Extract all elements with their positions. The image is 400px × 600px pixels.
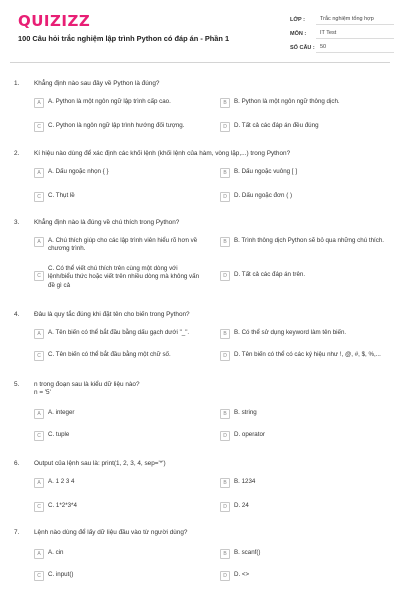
option-text: B. scanf() xyxy=(234,549,261,556)
option-letter: B xyxy=(220,478,230,488)
question-1 xyxy=(10,80,390,130)
meta-block xyxy=(290,13,394,55)
option-letter: D xyxy=(220,431,230,441)
option-letter: A xyxy=(34,549,44,559)
option-letter: D xyxy=(220,192,230,202)
option-letter: B xyxy=(220,549,230,559)
option-text: D. 24 xyxy=(234,502,249,509)
option-text: D. operator xyxy=(234,431,265,438)
option-c[interactable] xyxy=(34,265,204,290)
question-text: Khẳng định nào là đúng về chú thích trong Python? xyxy=(34,219,180,226)
option-c[interactable] xyxy=(34,502,204,512)
option-letter: D xyxy=(220,502,230,512)
question-4 xyxy=(10,311,390,359)
question-number: 5. xyxy=(14,381,20,388)
option-letter: B xyxy=(220,409,230,419)
option-letter: C xyxy=(34,431,44,441)
option-text: A. Tên biến có thể bắt đầu bằng dấu gạch dưới "_". xyxy=(48,329,190,336)
option-text: B. 1234 xyxy=(234,478,256,485)
header-divider xyxy=(10,62,390,63)
option-a[interactable] xyxy=(34,329,204,339)
option-letter: D xyxy=(220,571,230,581)
question-text: Output của lệnh sau là: print(1, 2, 3, 4, sep='*') xyxy=(34,460,166,467)
option-letter: A xyxy=(34,168,44,178)
option-text: B. Dấu ngoặc vuông [ ] xyxy=(234,168,297,175)
meta-key: LỚP : xyxy=(290,17,305,23)
option-b[interactable] xyxy=(220,98,390,108)
question-number: 4. xyxy=(14,311,20,318)
option-letter: A xyxy=(34,409,44,419)
option-letter: B xyxy=(220,329,230,339)
question-2 xyxy=(10,150,390,200)
option-letter: C xyxy=(34,122,44,132)
option-text: A. integer xyxy=(48,409,75,416)
question-7 xyxy=(10,529,390,579)
option-d[interactable] xyxy=(220,502,390,512)
option-b[interactable] xyxy=(220,168,390,178)
option-letter: B xyxy=(220,168,230,178)
question-number: 7. xyxy=(14,529,20,536)
question-number: 1. xyxy=(14,80,20,87)
option-letter: C xyxy=(34,571,44,581)
question-text: Đâu là quy tắc đúng khi đặt tên cho biến trong Python? xyxy=(34,311,190,318)
option-d[interactable] xyxy=(220,571,390,581)
option-b[interactable] xyxy=(220,409,390,419)
option-letter: A xyxy=(34,478,44,488)
option-letter: B xyxy=(220,98,230,108)
option-text: C. tuple xyxy=(48,431,70,438)
meta-value: IT Test xyxy=(316,30,394,39)
option-d[interactable] xyxy=(220,122,390,132)
option-d[interactable] xyxy=(220,192,390,202)
option-c[interactable] xyxy=(34,192,204,202)
option-letter: D xyxy=(220,271,230,281)
option-letter: A xyxy=(34,98,44,108)
option-b[interactable] xyxy=(220,478,390,488)
option-text: C. 1*2*3*4 xyxy=(48,502,77,509)
option-d[interactable] xyxy=(220,271,390,281)
option-d[interactable] xyxy=(220,431,390,441)
option-text: D. Dấu ngoặc đơn ( ) xyxy=(234,192,293,199)
worksheet-header xyxy=(10,10,390,60)
option-letter: A xyxy=(34,237,44,247)
option-text: D. Tất cả các đáp án đều đúng xyxy=(234,122,319,129)
option-letter: C xyxy=(34,271,44,281)
option-letter: C xyxy=(34,502,44,512)
option-c[interactable] xyxy=(34,122,204,132)
meta-key: SỐ CÂU : xyxy=(290,45,315,51)
option-c[interactable] xyxy=(34,351,204,361)
meta-value: 50 xyxy=(316,44,394,53)
option-text: C. Python là ngôn ngữ lập trình hướng đối tượng. xyxy=(48,122,185,129)
worksheet-title: 100 Câu hỏi trắc nghiệm lập trình Python có đáp án - Phần 1 xyxy=(18,34,230,43)
option-letter: D xyxy=(220,122,230,132)
option-text: C. Có thể viết chú thích trên cùng một dòng với lệnh/biểu thức hoặc viết trên nhiều dòng mà không vấn đề gì cả xyxy=(48,265,200,289)
option-text: D. Tên biến có thể có các ký hiệu như !, @, #, $, %,... xyxy=(234,351,381,358)
option-text: A. Python là một ngôn ngữ lập trình cấp cao. xyxy=(48,98,171,105)
meta-row-subject xyxy=(290,27,394,41)
question-text: n trong đoạn sau là kiểu dữ liệu nào? xyxy=(34,381,140,388)
option-text: B. string xyxy=(234,409,257,416)
option-text: B. Trình thông dịch Python sẽ bỏ qua những chú thích. xyxy=(234,237,384,244)
option-text: D. <> xyxy=(234,571,250,578)
option-b[interactable] xyxy=(220,237,390,247)
meta-row-class xyxy=(290,13,394,27)
meta-value: Trắc nghiệm tổng hợp xyxy=(316,16,394,25)
question-text: Lệnh nào dùng để lấy dữ liệu đầu vào từ người dùng? xyxy=(34,529,188,536)
question-3 xyxy=(10,219,390,289)
option-text: B. Có thể sử dụng keyword làm tên biến. xyxy=(234,329,347,336)
question-number: 6. xyxy=(14,460,20,467)
option-letter: C xyxy=(34,351,44,361)
option-text: C. input() xyxy=(48,571,74,578)
option-a[interactable] xyxy=(34,549,204,559)
option-text: A. cin xyxy=(48,549,64,556)
option-letter: A xyxy=(34,329,44,339)
quizizz-logo: QUIZIZZ xyxy=(18,12,91,30)
question-5 xyxy=(10,381,390,439)
option-c[interactable] xyxy=(34,571,204,581)
option-letter: C xyxy=(34,192,44,202)
option-b[interactable] xyxy=(220,329,390,339)
option-a[interactable] xyxy=(34,409,204,419)
option-letter: B xyxy=(220,237,230,247)
option-letter: D xyxy=(220,351,230,361)
option-text: D. Tất cả các đáp án trên. xyxy=(234,271,306,278)
option-a[interactable] xyxy=(34,168,204,178)
question-number: 2. xyxy=(14,150,20,157)
question-text: Kí hiệu nào dùng để xác định các khối lệnh (khối lệnh của hàm, vòng lặp,...) trong Python? xyxy=(34,150,291,157)
option-a[interactable] xyxy=(34,478,204,488)
option-text: A. 1 2 3 4 xyxy=(48,478,75,485)
question-6 xyxy=(10,460,390,510)
option-text: A. Chú thích giúp cho các lập trình viên hiểu rõ hơn về chương trình. xyxy=(48,237,198,253)
question-text: Khẳng định nào sau đây về Python là đúng? xyxy=(34,80,160,87)
option-a[interactable] xyxy=(34,98,204,108)
option-text: A. Dấu ngoặc nhọn { } xyxy=(48,168,109,175)
question-code: n = '5' xyxy=(34,389,51,396)
option-text: B. Python là một ngôn ngữ thông dịch. xyxy=(234,98,340,105)
question-number: 3. xyxy=(14,219,20,226)
option-a[interactable] xyxy=(34,237,204,254)
meta-key: MÔN : xyxy=(290,31,307,37)
option-b[interactable] xyxy=(220,549,390,559)
meta-row-count xyxy=(290,41,394,55)
option-text: C. Thụt lề xyxy=(48,192,75,199)
option-d[interactable] xyxy=(220,351,390,361)
option-text: C. Tên biến có thể bắt đầu bằng một chữ số. xyxy=(48,351,171,358)
option-c[interactable] xyxy=(34,431,204,441)
